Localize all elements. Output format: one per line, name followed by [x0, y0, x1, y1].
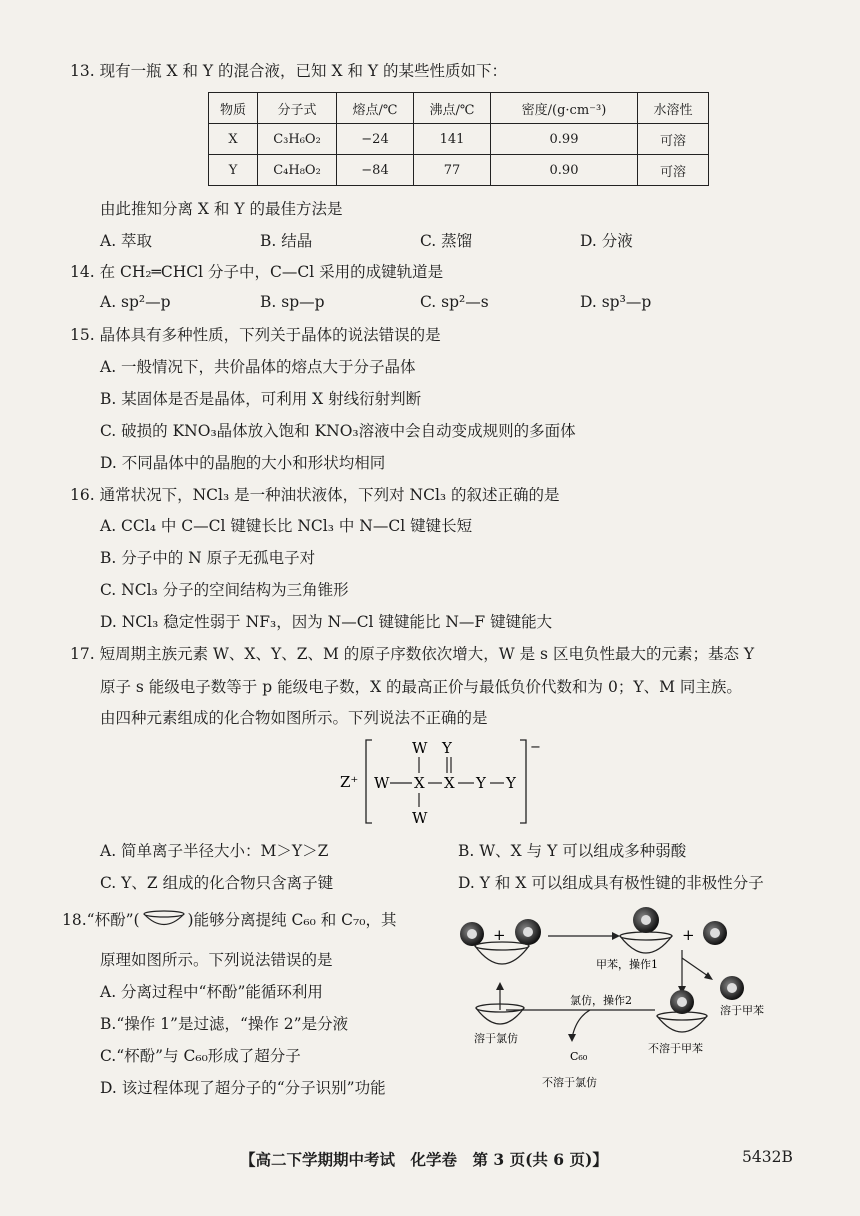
table-cell: 0.99 — [491, 124, 638, 155]
label-toluene-op1: 甲苯，操作1 — [596, 958, 658, 971]
table-cell: −84 — [337, 155, 414, 186]
c60-ball-icon — [670, 990, 694, 1014]
table-cell: C₄H₈O₂ — [258, 155, 337, 186]
option-c: C. 破损的 KNO₃晶体放入饱和 KNO₃溶液中会自动变成规则的多面体 — [100, 422, 576, 440]
option-b: B. sp—p — [260, 293, 325, 311]
arrow-head-icon — [704, 972, 713, 980]
left-bracket — [366, 740, 372, 823]
c70-ball-icon — [515, 919, 541, 945]
option-d: D. 不同晶体中的晶胞的大小和形状均相同 — [100, 454, 386, 472]
c70-ball-icon — [720, 976, 744, 1000]
table-row — [209, 155, 709, 186]
atom-w-bottom: W — [412, 809, 428, 827]
option-a: A. sp²—p — [100, 293, 171, 311]
option-d: D. Y 和 X 可以组成具有极性键的非极性分子 — [458, 874, 764, 892]
option-b: B. W、X 与 Y 可以组成多种弱酸 — [458, 842, 687, 860]
q13-stem: 13. 现有一瓶 X 和 Y 的混合液，已知 X 和 Y 的某些性质如下： — [70, 62, 508, 80]
q17-stem-line-2: 原子 s 能级电子数等于 p 能级电子数，X 的最高正价与最低负价代数和为 0；Y、M 同主族。 — [100, 678, 742, 696]
option-a: A. 一般情况下，共价晶体的熔点大于分子晶体 — [100, 358, 416, 376]
q17-stem-line-1: 17. 短周期主族元素 W、X、Y、Z、M 的原子序数依次增大，W 是 s 区电负性最大的元素；基态 Y — [70, 645, 755, 663]
option-b: B. 某固体是否是晶体，可利用 X 射线衍射判断 — [100, 390, 422, 408]
option-c: C. Y、Z 组成的化合物只含离子键 — [100, 874, 334, 892]
right-bracket — [520, 740, 526, 823]
q18-stem-line-2: 原理如图所示。下列说法错误的是 — [100, 951, 333, 969]
option-b: B. 结晶 — [260, 232, 313, 250]
table-cell: 0.90 — [491, 155, 638, 186]
atom-y-top: Y — [442, 739, 452, 757]
label-insoluble-toluene: 不溶于甲苯 — [648, 1042, 703, 1055]
table-cell: X — [209, 124, 258, 155]
q18-stem-a: 18.“杯酚”( — [62, 911, 140, 929]
plus-sign: + — [682, 926, 695, 944]
option-c: C. NCl₃ 分子的空间结构为三角锥形 — [100, 581, 349, 599]
q17-stem-line-3: 由四种元素组成的化合物如图所示。下列说法不正确的是 — [100, 709, 488, 727]
q18-stem — [62, 909, 396, 931]
table-header: 熔点/℃ — [337, 93, 414, 124]
page-footer: 【高二下学期期中考试 化学卷 第 3 页(共 6 页)】 — [240, 1150, 608, 1169]
table-cell: −24 — [337, 124, 414, 155]
q13-options — [100, 229, 740, 251]
atom-x-2: X — [444, 774, 455, 792]
option-d: D. 分液 — [580, 232, 633, 250]
table-cell: 141 — [414, 124, 491, 155]
table-cell: Y — [209, 155, 258, 186]
option-b: B.“操作 1”是过滤，“操作 2”是分液 — [100, 1015, 349, 1033]
plus-sign: + — [493, 926, 506, 944]
atom-y-end: Y — [506, 774, 516, 792]
q15-stem: 15. 晶体具有多种性质，下列关于晶体的说法错误的是 — [70, 326, 441, 344]
label-chloroform-op2: 氯仿，操作2 — [570, 994, 632, 1007]
table-header: 物质 — [209, 93, 258, 124]
cation-label: Z⁺ — [340, 773, 359, 791]
table-header: 密度/(g·cm⁻³) — [491, 93, 638, 124]
arrow-head-icon — [496, 982, 504, 990]
atom-x-1: X — [414, 774, 425, 792]
option-d: D. 该过程体现了超分子的“分子识别”功能 — [100, 1079, 386, 1097]
q14-options — [100, 293, 740, 311]
q18-separation-diagram — [450, 898, 795, 1098]
q17-structure-diagram — [330, 735, 550, 830]
arrow-line — [682, 958, 708, 976]
label-dissolved-toluene: 溶于甲苯 — [720, 1004, 764, 1017]
option-b: B. 分子中的 N 原子无孤电子对 — [100, 549, 316, 567]
calixarene-bowl-icon — [657, 1012, 707, 1032]
option-c: C. sp²—s — [420, 293, 489, 311]
c60-ball-icon — [633, 907, 659, 933]
exam-code: 5432B — [742, 1148, 793, 1166]
c60-ball-icon — [460, 922, 484, 946]
option-a: A. 分离过程中“杯酚”能循环利用 — [100, 983, 323, 1001]
anion-charge: − — [530, 740, 541, 755]
table-cell: 可溶 — [638, 155, 709, 186]
option-a: A. 简单离子半径大小：M＞Y＞Z — [100, 842, 329, 860]
table-header-row — [209, 93, 709, 124]
properties-table — [208, 92, 709, 186]
atom-w-top: W — [412, 739, 428, 757]
calixarene-icon — [140, 909, 188, 929]
atom-w-left: W — [374, 774, 390, 792]
option-d: D. NCl₃ 稳定性弱于 NF₃，因为 N—Cl 键键能比 N—F 键键能大 — [100, 613, 553, 631]
label-c60: C₆₀ — [570, 1050, 588, 1063]
table-cell: C₃H₆O₂ — [258, 124, 337, 155]
arrow-line — [572, 1010, 590, 1038]
label-insoluble-chloroform: 不溶于氯仿 — [542, 1076, 597, 1089]
table-row — [209, 124, 709, 155]
q14-stem: 14. 在 CH₂═CHCl 分子中，C—Cl 采用的成键轨道是 — [70, 263, 444, 281]
atom-y-mid: Y — [476, 774, 486, 792]
table-cell: 可溶 — [638, 124, 709, 155]
option-a: A. 萃取 — [100, 232, 153, 250]
q16-stem: 16. 通常状况下，NCl₃ 是一种油状液体，下列对 NCl₃ 的叙述正确的是 — [70, 486, 560, 504]
option-c: C. 蒸馏 — [420, 232, 473, 250]
option-a: A. CCl₄ 中 C—Cl 键键长比 NCl₃ 中 N—Cl 键键长短 — [100, 517, 473, 535]
q13-followup: 由此推知分离 X 和 Y 的最佳方法是 — [100, 200, 343, 218]
arrow-head-icon — [568, 1034, 576, 1042]
option-c: C.“杯酚”与 C₆₀形成了超分子 — [100, 1047, 301, 1065]
calixarene-bowl-icon — [475, 942, 529, 964]
table-header: 水溶性 — [638, 93, 709, 124]
q18-stem-b: )能够分离提纯 C₆₀ 和 C₇₀，其 — [187, 911, 397, 929]
table-header: 沸点/℃ — [414, 93, 491, 124]
table-header: 分子式 — [258, 93, 337, 124]
calixarene-bowl-icon — [620, 932, 672, 953]
label-dissolved-chloroform: 溶于氯仿 — [474, 1032, 518, 1045]
table-cell: 77 — [414, 155, 491, 186]
c70-ball-icon — [703, 921, 727, 945]
option-d: D. sp³—p — [580, 293, 652, 311]
arrow-head-icon — [612, 932, 620, 940]
